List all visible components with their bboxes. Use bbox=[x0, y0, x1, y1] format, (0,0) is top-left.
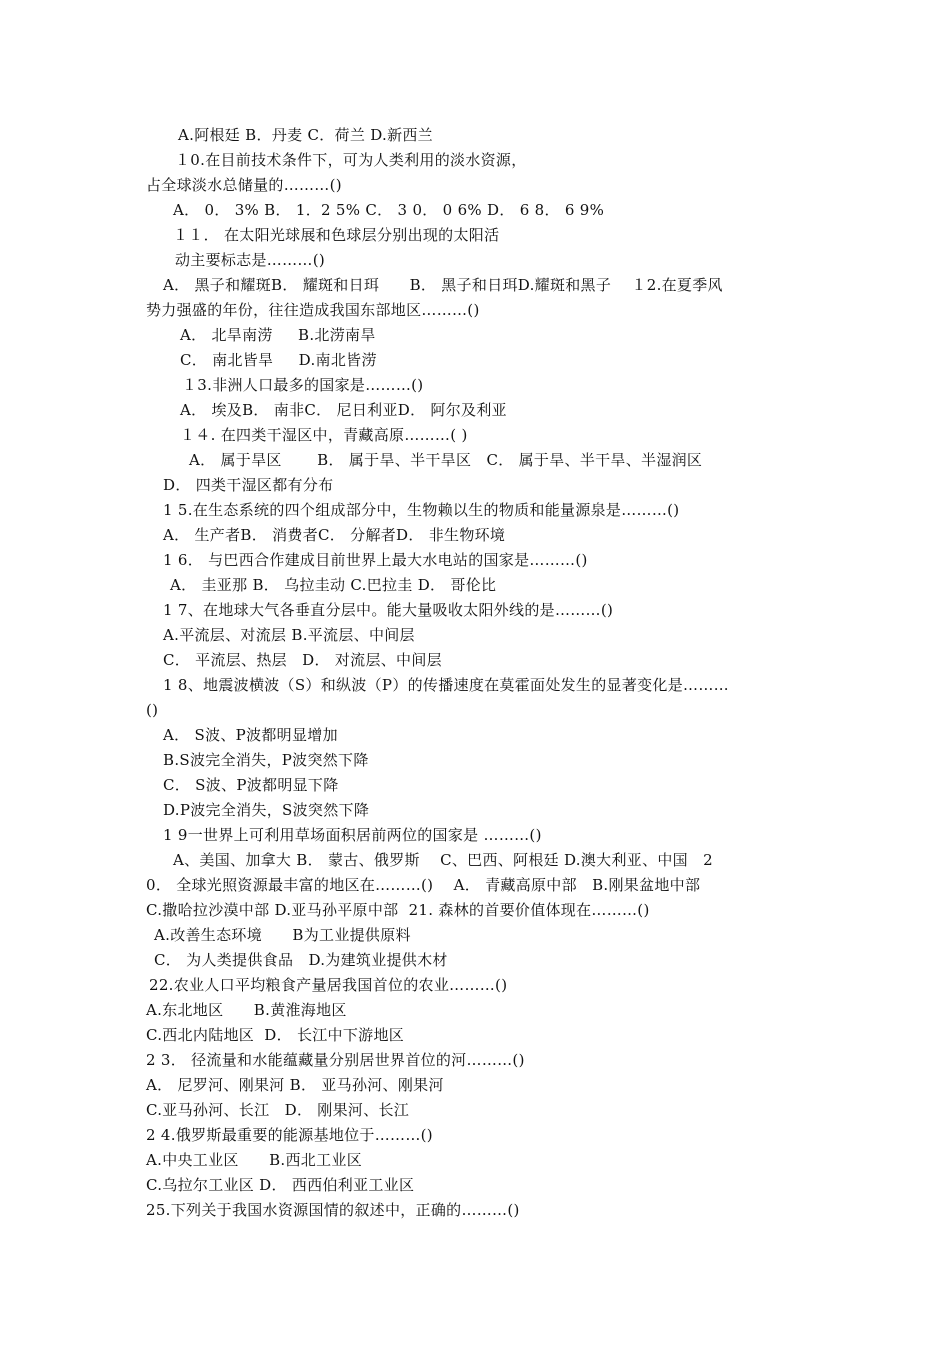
text-line: 0． 全球光照资源最丰富的地区在………() A． 青藏高原中部 B.刚果盆地中部 bbox=[146, 876, 701, 894]
text-line: () bbox=[146, 701, 159, 719]
text-line: A.改善生态环境 B为工业提供原料 bbox=[154, 926, 411, 944]
text-line: C． 南北皆旱 D.南北皆涝 bbox=[180, 351, 377, 369]
text-line: A． 0． 3% B． 1．2 5% C． 3 0． 0 6% D． 6 8． 6 9% bbox=[173, 201, 605, 219]
text-line: A.阿根廷 B．丹麦 C．荷兰 D.新西兰 bbox=[178, 126, 433, 144]
text-line: １0.在目前技术条件下，可为人类利用的淡水资源， bbox=[175, 151, 527, 169]
text-line: A． 北旱南涝 B.北涝南旱 bbox=[180, 326, 376, 344]
text-line: 动主要标志是………() bbox=[175, 251, 326, 269]
text-line: １４. 在四类干湿区中，青藏高原………( ) bbox=[180, 426, 468, 444]
text-line: A.东北地区 B.黄淮海地区 bbox=[146, 1001, 347, 1019]
text-line: B.S波完全消失，P波突然下降 bbox=[163, 751, 369, 769]
text-line: 2 4.俄罗斯最重要的能源基地位于………() bbox=[146, 1126, 433, 1144]
text-line: A． 属于旱区 B． 属于旱、半干旱区 C． 属于旱、半干旱、半湿润区 bbox=[189, 451, 703, 469]
text-line: 1 7、在地球大气各垂直分层中。能大量吸收太阳外线的是………() bbox=[163, 601, 614, 619]
text-line: １１． 在太阳光球展和色球层分别出现的太阳活 bbox=[173, 226, 500, 244]
text-line: A． 尼罗河、刚果河 B． 亚马孙河、刚果河 bbox=[146, 1076, 444, 1094]
text-line: １3.非洲人口最多的国家是………() bbox=[182, 376, 424, 394]
text-line: A． 黑子和耀斑B． 耀斑和日珥 B． 黑子和日珥D.耀斑和黑子 １2.在夏季风 bbox=[163, 276, 723, 294]
text-line: 1 9一世界上可利用草场面积居前两位的国家是 ………() bbox=[163, 826, 542, 844]
text-line: C． 平流层、热层 D． 对流层、中间层 bbox=[163, 651, 442, 669]
text-line: 势力强盛的年份，往往造成我国东部地区………() bbox=[146, 301, 480, 319]
text-line: A.中央工业区 B.西北工业区 bbox=[146, 1151, 363, 1169]
text-line: D.P波完全消失，S波突然下降 bbox=[163, 801, 370, 819]
text-line: A、美国、加拿大 B． 蒙古、俄罗斯 C、巴西、阿根廷 D.澳大利亚、中国 2 bbox=[173, 851, 714, 869]
text-line: C.西北内陆地区 D． 长江中下游地区 bbox=[146, 1026, 405, 1044]
text-line: C.撒哈拉沙漠中部 D.亚马孙平原中部 21. 森林的首要价值体现在………() bbox=[146, 901, 650, 919]
text-line: A.平流层、对流层 B.平流层、中间层 bbox=[163, 626, 415, 644]
text-line: 2 3． 径流量和水能蕴藏量分别居世界首位的河………() bbox=[146, 1051, 525, 1069]
text-line: 占全球淡水总储量的………() bbox=[146, 176, 342, 194]
text-line: D． 四类干湿区都有分布 bbox=[163, 476, 334, 494]
text-line: 1 6． 与巴西合作建成目前世界上最大水电站的国家是………() bbox=[163, 551, 588, 569]
text-line: 22.农业人口平均粮食产量居我国首位的农业………() bbox=[149, 976, 508, 994]
text-line: A． 生产者B． 消费者C． 分解者D． 非生物环境 bbox=[163, 526, 506, 544]
text-line: 1 5.在生态系统的四个组成部分中，生物赖以生的物质和能量源泉是………() bbox=[163, 501, 680, 519]
text-line: 25.下列关于我国水资源国情的叙述中，正确的………() bbox=[146, 1201, 520, 1219]
text-line: A． S波、P波都明显增加 bbox=[163, 726, 338, 744]
text-line: A． 圭亚那 B． 乌拉圭动 C.巴拉圭 D． 哥伦比 bbox=[170, 576, 497, 594]
text-line: C． S波、P波都明显下降 bbox=[163, 776, 339, 794]
text-line: C． 为人类提供食品 D.为建筑业提供木材 bbox=[154, 951, 448, 969]
text-line: A． 埃及B． 南非C． 尼日利亚D． 阿尔及利亚 bbox=[180, 401, 507, 419]
text-line: C.亚马孙河、长江 D． 刚果河、长江 bbox=[146, 1101, 410, 1119]
text-line: C.乌拉尔工业区 D． 西西伯利亚工业区 bbox=[146, 1176, 415, 1194]
text-line: 1 8、地震波横波（S）和纵波（P）的传播速度在莫霍面处发生的显著变化是……… bbox=[163, 676, 729, 694]
